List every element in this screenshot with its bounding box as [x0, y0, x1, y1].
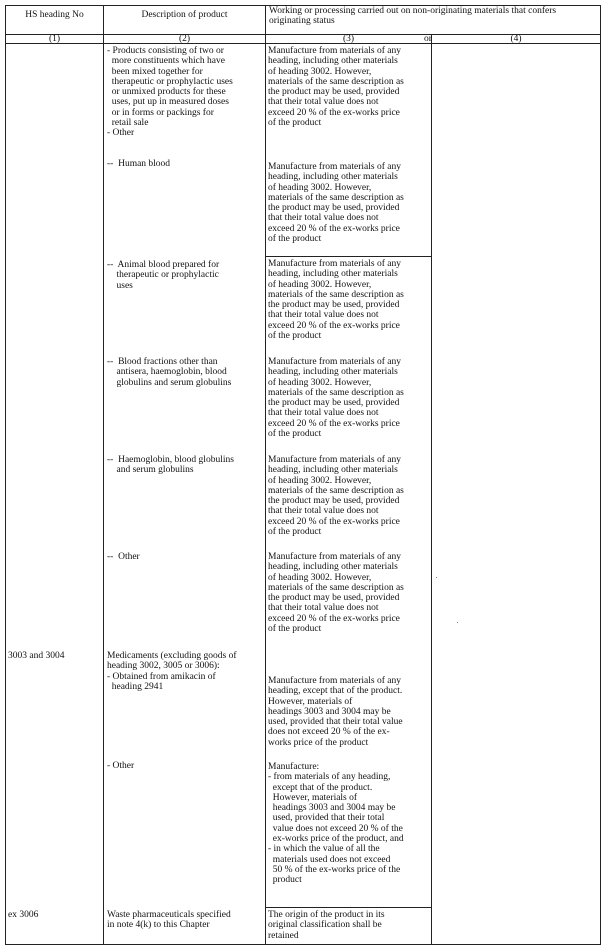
row-8-working: Manufacture: - from materials of any heading, except that of the product. However, materials of headings 3003 and 3004 may be used, provided that their total value does not exceed 20 % of the ex-works price of the product, and - in which the value of all the materials used does not exceed 50 % of the ex-works price of the product — [268, 762, 404, 886]
row-divider — [265, 907, 432, 908]
row-7-hs-heading: 3003 and 3004 — [8, 651, 65, 661]
row-7-description: Medicaments (excluding goods of heading 3002, 3005 or 3006): - Obtained from amikacin of heading 2941 — [107, 651, 237, 692]
row-3-description: -- Animal blood prepared for therapeutic or prophylactic uses — [107, 260, 220, 291]
row-divider — [265, 256, 432, 257]
row-6-working: Manufacture from materials of any heading, including other materials of heading 3002. However, materials of the same description as the product may be used, provided that their total value does not exceed 20 % of the ex-works price of the product — [268, 552, 404, 635]
row-7-working: Manufacture from materials of any heading, except that of the product. However, materials of headings 3003 and 3004 may be used, provided that their total value does not exceed 20 % of the ex- works price of the product — [268, 676, 403, 748]
row-1-description: - Products consisting of two or more constituents which have been mixed together for therapeutic or prophylactic uses or unmixed products for these uses, put up in measured doses or in forms or packings for retail sale - Other — [107, 46, 233, 139]
row-4-description: -- Blood fractions other than antisera, haemoglobin, blood globulins and serum globulins — [107, 357, 232, 388]
column-divider-1-2 — [103, 5, 104, 945]
row-1-working: Manufacture from materials of any heading, including other materials of heading 3002. However, materials of the same description as the product may be used, provided that their total value does not exceed 20 % of the ex-works price of the product — [268, 46, 404, 129]
column-header-hs-heading: HS heading No — [25, 10, 84, 20]
row-9-hs-heading: ex 3006 — [8, 910, 39, 920]
column-number-4: (4) — [510, 34, 522, 44]
column-header-description: Description of product — [141, 10, 228, 20]
table-right-border — [600, 5, 601, 945]
column-number-3: (3) — [342, 34, 355, 44]
table-bottom-border — [5, 944, 601, 945]
row-9-working: The origin of the product in its original classification shall be retained — [268, 910, 385, 941]
column-number-2: (2) — [178, 34, 191, 44]
row-6-description: -- Other — [107, 552, 140, 562]
row-4-working: Manufacture from materials of any heading, including other materials of heading 3002. However, materials of the same description as the product may be used, provided that their total value does not exceed 20 % of the ex-works price of the product — [268, 357, 404, 440]
row-2-working: Manufacture from materials of any heading, including other materials of heading 3002. However, materials of the same description as the product may be used, provided that their total value does not exceed 20 % of the ex-works price of the product — [268, 162, 404, 245]
column-number-1: (1) — [48, 34, 61, 44]
table-left-border — [5, 5, 6, 945]
scan-speck — [436, 577, 437, 578]
or-label: or — [424, 34, 432, 44]
row-5-description: -- Haemoglobin, blood globulins and serum globulins — [107, 455, 234, 476]
row-9-description: Waste pharmaceuticals specified in note 4(k) to this Chapter — [107, 910, 231, 931]
row-5-working: Manufacture from materials of any heading, including other materials of heading 3002. However, materials of the same description as the product may be used, provided that their total value does not exceed 20 % of the ex-works price of the product — [268, 455, 404, 538]
column-header-working-processing: Working or processing carried out on non-originating materials that confers originating status — [269, 6, 557, 27]
column-divider-3-4 — [431, 34, 432, 945]
row-3-working: Manufacture from materials of any heading, including other materials of heading 3002. However, materials of the same description as the product may be used, provided that their total value does not exceed 20 % of the ex-works price of the product — [268, 259, 404, 342]
scan-speck — [457, 622, 458, 623]
column-divider-2-3 — [265, 5, 266, 945]
row-2-description: -- Human blood — [107, 159, 171, 169]
row-8-description: - Other — [107, 761, 135, 771]
